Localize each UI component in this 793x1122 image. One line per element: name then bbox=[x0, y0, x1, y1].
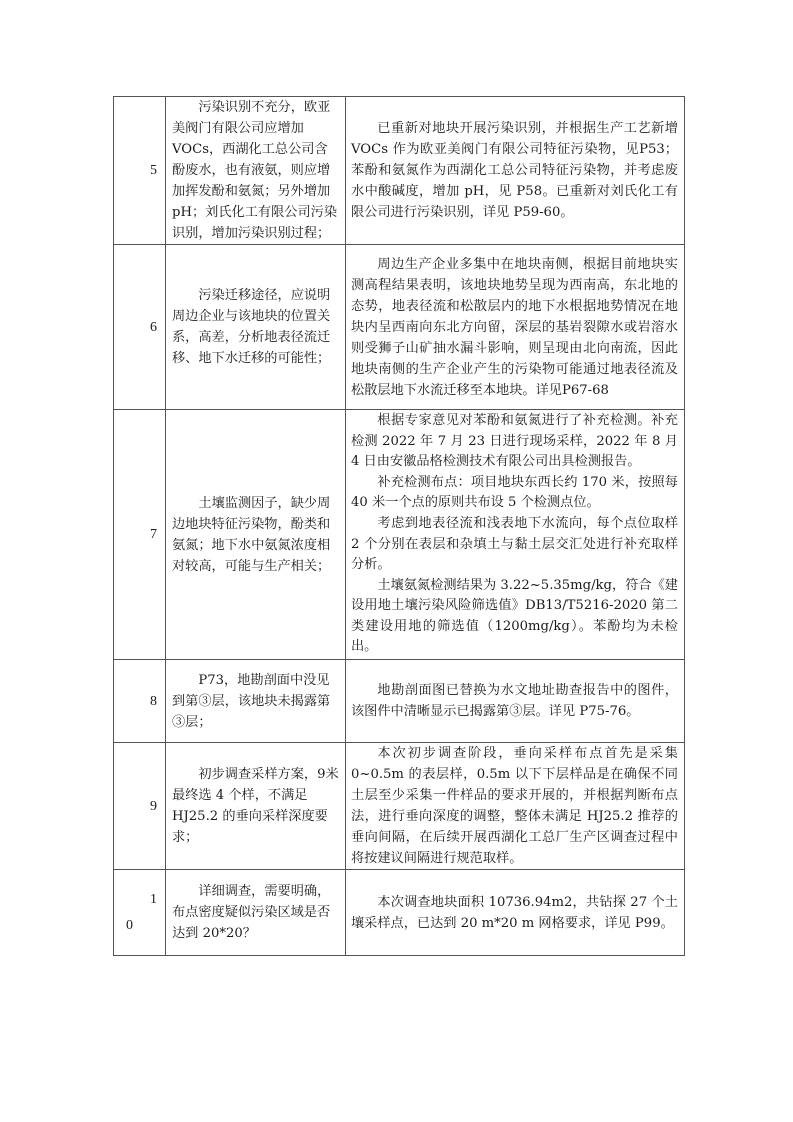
issue-text: 初步调查采样方案，9米最终选 4 个样，不满足 HJ25.2 的垂向采样深度要求； bbox=[172, 767, 339, 845]
issue-text: 污染识别不充分，欧亚美阀门有限公司应增加VOCs，西湖化工总公司含酚废水，也有液氨，则应增加挥发酚和氨氮；另外增加pH；刘氏化工有限公司污染识别，增加污染识别过程； bbox=[172, 100, 338, 241]
row-number: 5 bbox=[114, 97, 166, 245]
row-number: 8 bbox=[114, 660, 166, 743]
reply-text: 已重新对地块开展污染识别，并根据生产工艺新增 VOCs 作为欧亚美阀门有限公司特征污染物，见P53；苯酚和氨氮作为西湖化工总公司特征污染物，并考虑废水中酸碱度，增加 pH，见 P58。已重新对刘氏化工有限公司进行污染识别，详见 P59-60。 bbox=[351, 121, 678, 220]
table-row bbox=[114, 660, 685, 743]
row-number-line: 1 bbox=[150, 891, 157, 907]
reply-paragraph: 考虑到地表径流和浅表地下水流向，每个点位取样 2 个分别在表层和杂填土与黏土层交汇处进行补充取样分析。 bbox=[351, 515, 678, 573]
reply-text: 周边生产企业多集中在地块南侧，根据目前地块实测高程结果表明，该地块地势呈现为西南高，东北地的态势，地表径流和松散层内的地下水根据地势情况在地块内呈西南向东北方向留，深层的基岩裂隙水或岩溶水则受狮子山矿抽水漏斗影响，则呈现由北向南流，因此地块南侧的生产企业产生的污染物可能通过地表径流及松散层地下水流迁移至本地块。详见P67-68 bbox=[351, 256, 678, 398]
issue-cell bbox=[166, 97, 346, 245]
table-row bbox=[114, 410, 685, 660]
row-number-line: 0 bbox=[126, 917, 133, 933]
issue-cell bbox=[166, 660, 346, 743]
reply-cell bbox=[346, 870, 685, 956]
reply-text: 本次调查地块面积 10736.94m2，共钻探 27 个土壤采样点，已达到 20 m*20 m 网格要求，详见 P99。 bbox=[351, 894, 678, 931]
reply-paragraph: 土壤氨氮检测结果为 3.22~5.35mg/kg，符合《建设用地土壤污染风险筛选值》DB13/T5216-2020 第二类建设用地的筛选值（1200mg/kg）。苯酚均为未检出。 bbox=[351, 577, 678, 655]
reply-paragraph: 根据专家意见对苯酚和氨氮进行了补充检测。补充检测 2022 年 7 月 23 日进行现场采样，2022 年 8 月 4 日由安徽品格检测技术有限公司出具检测报告。 bbox=[351, 412, 678, 470]
issue-text: P73，地勘剖面中没见到第③层，该地块未揭露第③层； bbox=[172, 672, 331, 730]
reply-cell bbox=[346, 660, 685, 743]
row-number: 7 bbox=[114, 410, 166, 660]
reply-cell bbox=[346, 743, 685, 870]
reply-cell bbox=[346, 245, 685, 410]
row-number bbox=[114, 870, 166, 956]
table-row bbox=[114, 245, 685, 410]
table-row bbox=[114, 743, 685, 870]
row-number: 6 bbox=[114, 245, 166, 410]
review-response-table bbox=[113, 96, 685, 956]
table-row bbox=[114, 97, 685, 245]
row-number: 9 bbox=[114, 743, 166, 870]
issue-cell bbox=[166, 870, 346, 956]
issue-text: 污染迁移途径，应说明周边企业与该地块的位置关系，高差，分析地表径流迁移、地下水迁移的可能性； bbox=[172, 288, 331, 366]
table-row bbox=[114, 870, 685, 956]
reply-text: 地勘剖面图已替换为水文地址勘查报告中的图件，该图件中清晰显示已揭露第③层。详见 P75-76。 bbox=[351, 683, 678, 719]
reply-cell bbox=[346, 410, 685, 660]
issue-cell bbox=[166, 410, 346, 660]
issue-cell bbox=[166, 743, 346, 870]
issue-cell bbox=[166, 245, 346, 410]
issue-text: 详细调查，需要明确，布点密度疑似污染区域是否达到 20*20？ bbox=[172, 884, 331, 941]
issue-text: 土壤监测因子，缺少周边地块特征污染物，酚类和氨氮；地下水中氨氮浓度相对较高，可能与生产相关； bbox=[172, 495, 331, 574]
reply-paragraph: 补充检测布点：项目地块东西长约 170 米，按照每 40 米一个点的原则共布设 5 个检测点位。 bbox=[351, 474, 678, 511]
reply-text: 本次初步调查阶段，垂向采样布点首先是采集 0~0.5m 的表层样，0.5m 以下下层样品是在确保不同土层至少采集一件样品的要求开展的，并根据判断布点法，进行垂向深度的调整，整体未满足 HJ25.2 推荐的垂向间隔，在后续开展西湖化工总厂生产区调查过程中将按建议间隔进行规范取样。 bbox=[351, 746, 678, 866]
reply-cell bbox=[346, 97, 685, 245]
